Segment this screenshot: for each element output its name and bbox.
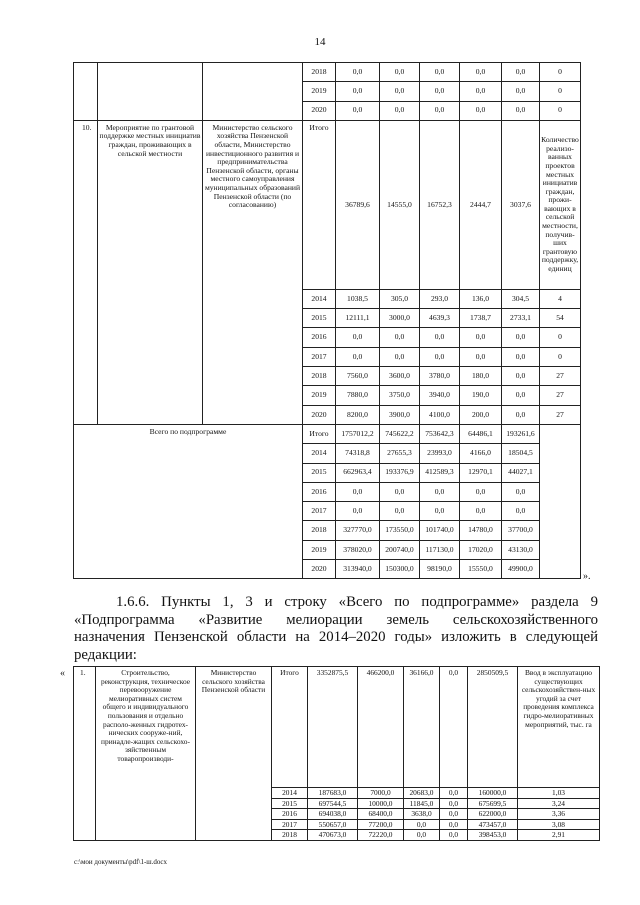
value-cell: 0,0 — [502, 328, 540, 347]
value-cell: 27 — [540, 386, 581, 405]
value-cell: 0,0 — [502, 405, 540, 424]
paragraph-line: «Подпрограмма «Развитие мелиорации земель сельскохозяйственного — [74, 611, 598, 628]
value-cell: 0,0 — [336, 328, 380, 347]
value-cell: 8200,0 — [336, 405, 380, 424]
value-cell: 550657,0 — [308, 819, 358, 830]
value-cell: 3780,0 — [420, 367, 460, 386]
value-cell: 313940,0 — [336, 560, 380, 579]
paragraph-line: назначения Пензенской области на 2014–2020 годы» изложить в следующей — [74, 629, 598, 645]
value-cell: 0,0 — [460, 328, 502, 347]
value-cell: 675699,5 — [468, 798, 518, 809]
year-cell: 2020 — [303, 560, 336, 579]
value-cell: 64486,1 — [460, 424, 502, 443]
value-cell: 2,91 — [518, 830, 600, 841]
value-cell: 11845,0 — [404, 798, 440, 809]
year-cell: 2014 — [303, 289, 336, 308]
year-cell: Итого — [303, 120, 336, 289]
value-cell: 0,0 — [440, 667, 468, 788]
year-cell: 2016 — [303, 328, 336, 347]
value-cell: 150300,0 — [380, 560, 420, 579]
value-cell: 2444,7 — [460, 120, 502, 289]
value-cell: 0 — [540, 347, 581, 366]
value-cell: 0,0 — [336, 82, 380, 101]
year-cell: 2018 — [272, 830, 308, 841]
value-cell: 1,03 — [518, 788, 600, 799]
value-cell: 23993,0 — [420, 444, 460, 463]
value-cell: 4639,3 — [420, 309, 460, 328]
value-cell: 0,0 — [502, 347, 540, 366]
value-cell: 3,08 — [518, 819, 600, 830]
value-cell: 193376,9 — [380, 463, 420, 482]
value-cell: 36789,6 — [336, 120, 380, 289]
value-cell: 3037,6 — [502, 120, 540, 289]
value-cell: 694038,0 — [308, 809, 358, 820]
value-cell: 200,0 — [460, 405, 502, 424]
value-cell: 37700,0 — [502, 521, 540, 540]
value-cell: 745622,2 — [380, 424, 420, 443]
year-cell: 2014 — [272, 788, 308, 799]
value-cell: 1738,7 — [460, 309, 502, 328]
executor: Министерство сельского хозяйства Пензенской области, Министерство инвестиционного развития и предпринимательства Пензенской области, органы местного самоуправления муниципальных образований Пензенской области (по согласованию) — [203, 120, 303, 424]
value-cell: 74318,8 — [336, 444, 380, 463]
opening-quote: « — [60, 668, 65, 679]
amendment-paragraph — [74, 594, 598, 664]
value-cell: 117130,0 — [420, 540, 460, 559]
value-cell: 0,0 — [336, 63, 380, 82]
value-cell: 43130,0 — [502, 540, 540, 559]
closing-quote: ». — [583, 571, 591, 582]
table-row — [74, 667, 600, 788]
value-cell: 2733,1 — [502, 309, 540, 328]
value-cell: 0,0 — [440, 788, 468, 799]
year-cell: 2016 — [272, 809, 308, 820]
value-cell: 36166,0 — [404, 667, 440, 788]
year-cell: 2017 — [303, 347, 336, 366]
value-cell: 0,0 — [502, 502, 540, 521]
value-cell: 3940,0 — [420, 386, 460, 405]
value-cell: 12970,1 — [460, 463, 502, 482]
value-cell: 14780,0 — [460, 521, 502, 540]
value-cell: 622000,0 — [468, 809, 518, 820]
value-cell: 16752,3 — [420, 120, 460, 289]
table-row — [74, 120, 581, 289]
value-cell: 18504,5 — [502, 444, 540, 463]
value-cell: 0,0 — [380, 347, 420, 366]
indicator-cell: Ввод в эксплуатацию существующих сельскохозяйствен-ных угодий за счет проведения комплекса гидро-мелиоративных мероприятий, тыс. га — [518, 667, 600, 788]
value-cell: 0,0 — [380, 63, 420, 82]
value-cell: 0,0 — [460, 82, 502, 101]
value-cell: 4100,0 — [420, 405, 460, 424]
value-cell: 305,0 — [380, 289, 420, 308]
value-cell: 3750,0 — [380, 386, 420, 405]
value-cell: 7560,0 — [336, 367, 380, 386]
value-cell: 68400,0 — [358, 809, 404, 820]
value-cell: 0,0 — [460, 63, 502, 82]
year-cell: 2017 — [272, 819, 308, 830]
value-cell: 0 — [540, 101, 581, 120]
value-cell: 2850509,5 — [468, 667, 518, 788]
value-cell: 44027,1 — [502, 463, 540, 482]
page-number: 14 — [314, 36, 326, 48]
value-cell: 0,0 — [420, 502, 460, 521]
value-cell: 327770,0 — [336, 521, 380, 540]
value-cell: 697544,5 — [308, 798, 358, 809]
value-cell: 0,0 — [502, 367, 540, 386]
value-cell: 412589,3 — [420, 463, 460, 482]
value-cell: 0,0 — [336, 502, 380, 521]
executor: Министерство сельского хозяйства Пензенской области — [196, 667, 272, 841]
year-cell: 2018 — [303, 367, 336, 386]
year-cell: 2019 — [303, 386, 336, 405]
item-number: 10. — [74, 120, 98, 424]
value-cell: 0,0 — [502, 101, 540, 120]
value-cell: 1038,5 — [336, 289, 380, 308]
year-cell: 2020 — [303, 101, 336, 120]
year-cell: 2017 — [303, 502, 336, 521]
value-cell: 7000,0 — [358, 788, 404, 799]
value-cell: 662963,4 — [336, 463, 380, 482]
value-cell: 0,0 — [336, 482, 380, 501]
value-cell: 173550,0 — [380, 521, 420, 540]
value-cell: 0,0 — [460, 347, 502, 366]
value-cell: 160000,0 — [468, 788, 518, 799]
paragraph-line: 1.6.6. Пункты 1, 3 и строку «Всего по подпрограмме» раздела 9 — [116, 594, 598, 610]
value-cell: 398453,0 — [468, 830, 518, 841]
value-cell: 27655,3 — [380, 444, 420, 463]
value-cell: 4166,0 — [460, 444, 502, 463]
value-cell: 15550,0 — [460, 560, 502, 579]
value-cell: 0,0 — [380, 328, 420, 347]
value-cell: 190,0 — [460, 386, 502, 405]
value-cell: 77200,0 — [358, 819, 404, 830]
value-cell: 0,0 — [380, 502, 420, 521]
value-cell: 27 — [540, 405, 581, 424]
file-path-footer: c:\мои документы\pdf\1-ш.docx — [74, 858, 168, 866]
value-cell: 0,0 — [380, 482, 420, 501]
value-cell: 180,0 — [460, 367, 502, 386]
value-cell: 473457,0 — [468, 819, 518, 830]
year-cell: 2019 — [303, 82, 336, 101]
value-cell: 0,0 — [420, 482, 460, 501]
program-table-top — [73, 62, 581, 579]
cell-empty — [74, 63, 98, 121]
year-cell: 2018 — [303, 63, 336, 82]
measure-name: Строительство, реконструкция, техническое перевооружение мелиоративных систем общего и индивидуального пользования и отдельно располо-женных гидротех-нических сооруже-ний, принадле-жащих сельскохо-зяйственным товаропроизводи- — [96, 667, 196, 841]
value-cell: 10000,0 — [358, 798, 404, 809]
value-cell: 0,0 — [420, 63, 460, 82]
value-cell: 17020,0 — [460, 540, 502, 559]
value-cell: 0,0 — [440, 830, 468, 841]
value-cell: 12111,1 — [336, 309, 380, 328]
indicator-cell: Количество реализо-ванных проектов местных инициатив граждан, прожи-вающих в сельской местности, получив-ших грантовую поддержку, единиц — [540, 120, 581, 289]
year-cell: 2018 — [303, 521, 336, 540]
value-cell: 3638,0 — [404, 809, 440, 820]
table-row — [74, 424, 581, 443]
value-cell: 378020,0 — [336, 540, 380, 559]
value-cell: 3352875,5 — [308, 667, 358, 788]
value-cell: 0,0 — [502, 482, 540, 501]
cell-empty — [203, 63, 303, 121]
value-cell: 0,0 — [460, 482, 502, 501]
value-cell: 0,0 — [420, 101, 460, 120]
value-cell: 466200,0 — [358, 667, 404, 788]
subtotal-label: Всего по подпрограмме — [74, 424, 303, 578]
value-cell: 0,0 — [336, 347, 380, 366]
paragraph-line: редакции: — [74, 646, 137, 663]
value-cell: 0 — [540, 82, 581, 101]
value-cell: 200740,0 — [380, 540, 420, 559]
value-cell: 0,0 — [440, 809, 468, 820]
item-number: 1. — [74, 667, 96, 841]
year-cell: 2015 — [303, 309, 336, 328]
value-cell: 3,36 — [518, 809, 600, 820]
value-cell: 72220,0 — [358, 830, 404, 841]
value-cell: 0,0 — [440, 798, 468, 809]
value-cell: 0,0 — [420, 328, 460, 347]
measure-name: Мероприятие по грантовой поддержке местных инициатив граждан, проживающих в сельской местности — [98, 120, 203, 424]
cell-empty — [540, 424, 581, 578]
value-cell: 0,0 — [420, 347, 460, 366]
value-cell: 293,0 — [420, 289, 460, 308]
value-cell: 4 — [540, 289, 581, 308]
value-cell: 0,0 — [502, 82, 540, 101]
year-cell: 2016 — [303, 482, 336, 501]
value-cell: 49900,0 — [502, 560, 540, 579]
melioration-table — [73, 666, 600, 841]
value-cell: 3600,0 — [380, 367, 420, 386]
value-cell: 136,0 — [460, 289, 502, 308]
value-cell: 0 — [540, 63, 581, 82]
year-cell: 2015 — [272, 798, 308, 809]
value-cell: 0,0 — [420, 82, 460, 101]
value-cell: 0,0 — [404, 830, 440, 841]
value-cell: 54 — [540, 309, 581, 328]
value-cell: 14555,0 — [380, 120, 420, 289]
value-cell: 0,0 — [502, 63, 540, 82]
value-cell: 470673,0 — [308, 830, 358, 841]
value-cell: 0,0 — [380, 101, 420, 120]
value-cell: 187683,0 — [308, 788, 358, 799]
value-cell: 3000,0 — [380, 309, 420, 328]
value-cell: 0 — [540, 328, 581, 347]
year-cell: 2015 — [303, 463, 336, 482]
year-cell: 2019 — [303, 540, 336, 559]
value-cell: 98190,0 — [420, 560, 460, 579]
value-cell: 20683,0 — [404, 788, 440, 799]
value-cell: 193261,6 — [502, 424, 540, 443]
value-cell: 0,0 — [336, 101, 380, 120]
year-cell: 2014 — [303, 444, 336, 463]
value-cell: 3900,0 — [380, 405, 420, 424]
value-cell: 27 — [540, 367, 581, 386]
value-cell: 101740,0 — [420, 521, 460, 540]
table-row — [74, 63, 581, 82]
value-cell: 0,0 — [502, 386, 540, 405]
value-cell: 0,0 — [404, 819, 440, 830]
value-cell: 1757012,2 — [336, 424, 380, 443]
value-cell: 0,0 — [460, 101, 502, 120]
value-cell: 0,0 — [380, 82, 420, 101]
value-cell: 304,5 — [502, 289, 540, 308]
value-cell: 3,24 — [518, 798, 600, 809]
year-cell: 2020 — [303, 405, 336, 424]
cell-empty — [98, 63, 203, 121]
year-cell: Итого — [303, 424, 336, 443]
value-cell: 0,0 — [460, 502, 502, 521]
value-cell: 753642,3 — [420, 424, 460, 443]
year-cell: Итого — [272, 667, 308, 788]
value-cell: 0,0 — [440, 819, 468, 830]
value-cell: 7880,0 — [336, 386, 380, 405]
